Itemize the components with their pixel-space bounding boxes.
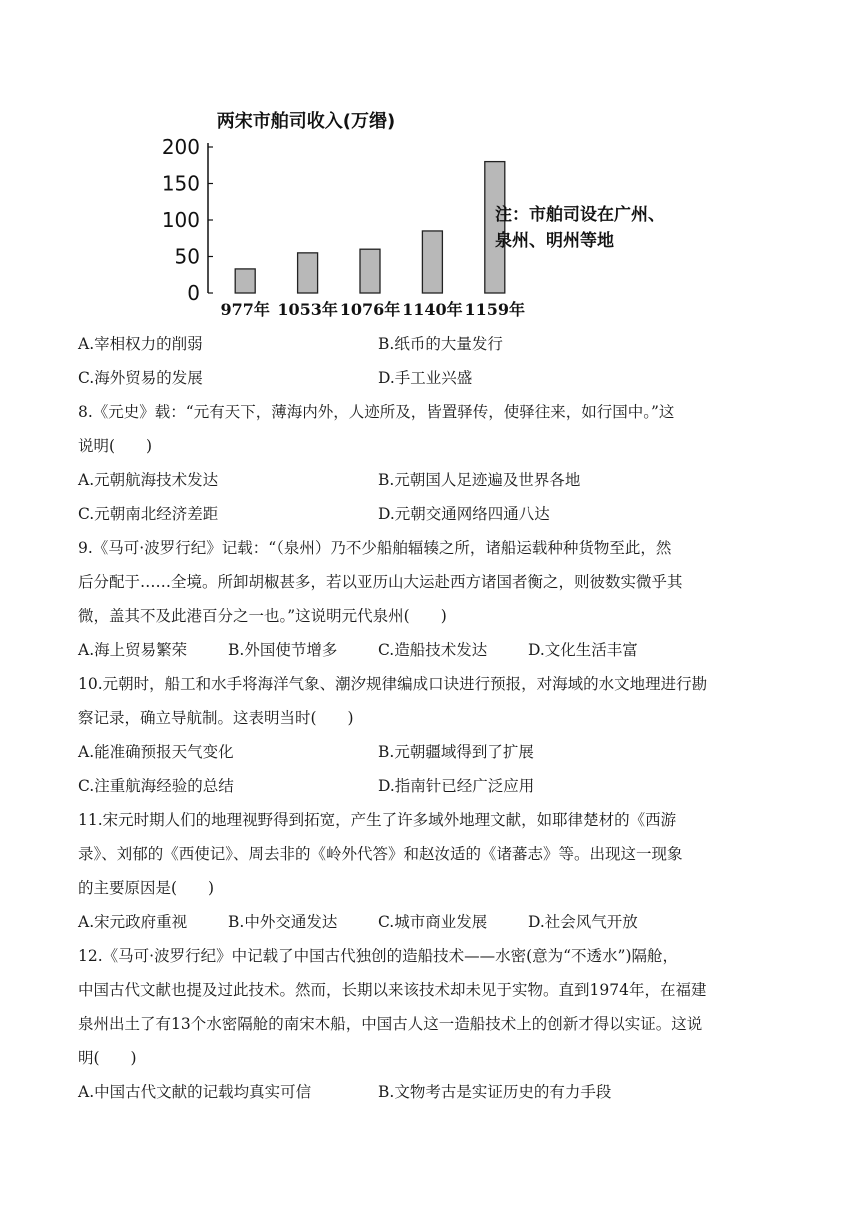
q9-option-b[interactable]: B.外国使节增多 xyxy=(228,641,338,659)
bar-1159年 xyxy=(485,162,505,293)
y-tick-label-100: 100 xyxy=(161,208,200,232)
q9-option-c[interactable]: C.造船技术发达 xyxy=(378,641,488,659)
q11-stem-line-1: 11.宋元时期人们的地理视野得到拓宽，产生了许多域外地理文献，如耶律楚材的《西游 xyxy=(78,811,677,829)
q10-stem-line-1: 10.元朝时，船工和水手将海洋气象、潮汐规律编成口诀进行预报，对海域的水文地理进行勘 xyxy=(78,675,708,693)
q10-option-b[interactable]: B.元朝疆域得到了扩展 xyxy=(378,743,534,761)
q9-option-a[interactable]: A.海上贸易繁荣 xyxy=(78,641,188,659)
chart-note-line-1: 注：市舶司设在广州、 xyxy=(495,205,665,225)
chart-title: 两宋市舶司收入(万缗) xyxy=(216,111,396,132)
q11-option-d[interactable]: D.社会风气开放 xyxy=(528,913,638,931)
y-tick-label-50: 50 xyxy=(174,244,200,269)
q9-stem-line-2: 后分配于……全境。所卸胡椒甚多，若以亚历山大运赴西方诸国者衡之，则彼数实微乎其 xyxy=(78,573,683,591)
x-tick-label-977年: 977年 xyxy=(220,300,270,319)
y-tick-label-150: 150 xyxy=(161,171,200,196)
q12-stem-line-4: 明( ) xyxy=(78,1049,137,1067)
q12-option-a[interactable]: A.中国古代文献的记载均真实可信 xyxy=(78,1083,312,1101)
revenue-chart xyxy=(160,105,720,330)
q8-option-b[interactable]: B.元朝国人足迹遍及世界各地 xyxy=(378,471,581,489)
q10-option-d[interactable]: D.指南针已经广泛应用 xyxy=(378,777,535,795)
q8-option-d[interactable]: D.元朝交通网络四通八达 xyxy=(378,505,550,523)
y-tick-label-0: 0 xyxy=(187,281,200,305)
x-tick-label-1053年: 1053年 xyxy=(277,300,338,319)
bar-1053年 xyxy=(298,253,318,293)
q11-option-a[interactable]: A.宋元政府重视 xyxy=(78,913,188,931)
q8-option-c[interactable]: C.元朝南北经济差距 xyxy=(78,505,219,523)
q10-stem-line-2: 察记录，确立导航制。这表明当时( ) xyxy=(78,709,354,727)
q11-stem-line-3: 的主要原因是( ) xyxy=(78,879,215,897)
q9-stem-line-3: 微，盖其不及此港百分之一也。”这说明元代泉州( ) xyxy=(78,607,447,625)
x-tick-label-1159年: 1159年 xyxy=(464,300,526,319)
q7-option-d[interactable]: D.手工业兴盛 xyxy=(378,369,473,387)
x-tick-label-1076年: 1076年 xyxy=(339,300,401,319)
q11-option-c[interactable]: C.城市商业发展 xyxy=(378,913,488,931)
q9-stem-line-1: 9.《马可·波罗行纪》记载：“（泉州）乃不少船舶辐辏之所，诸船运载种种货物至此，然 xyxy=(78,539,672,557)
q8-option-a[interactable]: A.元朝航海技术发达 xyxy=(78,471,219,489)
chart-note-line-2: 泉州、明州等地 xyxy=(495,231,614,251)
q12-option-b[interactable]: B.文物考古是实证历史的有力手段 xyxy=(378,1083,612,1101)
revenue-bar-chart xyxy=(160,105,720,330)
q9-option-d[interactable]: D.文化生活丰富 xyxy=(528,641,638,659)
q11-option-b[interactable]: B.中外交通发达 xyxy=(228,913,338,931)
q12-stem-line-2: 中国古代文献也提及过此技术。然而，长期以来该技术却未见于实物。直到1974年，在福建 xyxy=(78,981,707,999)
q7-option-a[interactable]: A.宰相权力的削弱 xyxy=(78,335,203,353)
bar-1140年 xyxy=(422,231,442,293)
q11-stem-line-2: 录》、刘郁的《西使记》、周去非的《岭外代答》和赵汝适的《诸蕃志》等。出现这一现象 xyxy=(78,845,683,863)
q12-stem-line-1: 12.《马可·波罗行纪》中记载了中国古代独创的造船技术——水密(意为“不透水”)隔舱， xyxy=(78,947,679,965)
bar-1076年 xyxy=(360,249,380,293)
q10-option-c[interactable]: C.注重航海经验的总结 xyxy=(78,777,234,795)
q8-stem-line-2: 说明( ) xyxy=(78,437,153,455)
y-tick-label-200: 200 xyxy=(161,135,200,159)
bar-977年 xyxy=(235,269,255,293)
x-tick-label-1140年: 1140年 xyxy=(402,300,463,319)
q12-stem-line-3: 泉州出土了有13个水密隔舱的南宋木船，中国古人这一造船技术上的创新才得以实证。这说 xyxy=(78,1015,703,1033)
q7-option-b[interactable]: B.纸币的大量发行 xyxy=(378,335,503,353)
q10-option-a[interactable]: A.能准确预报天气变化 xyxy=(78,743,234,761)
q7-option-c[interactable]: C.海外贸易的发展 xyxy=(78,369,203,387)
q8-stem-line-1: 8.《元史》载：“元有天下，薄海内外，人迹所及，皆置驿传，使驿往来，如行国中。”这 xyxy=(78,403,675,421)
